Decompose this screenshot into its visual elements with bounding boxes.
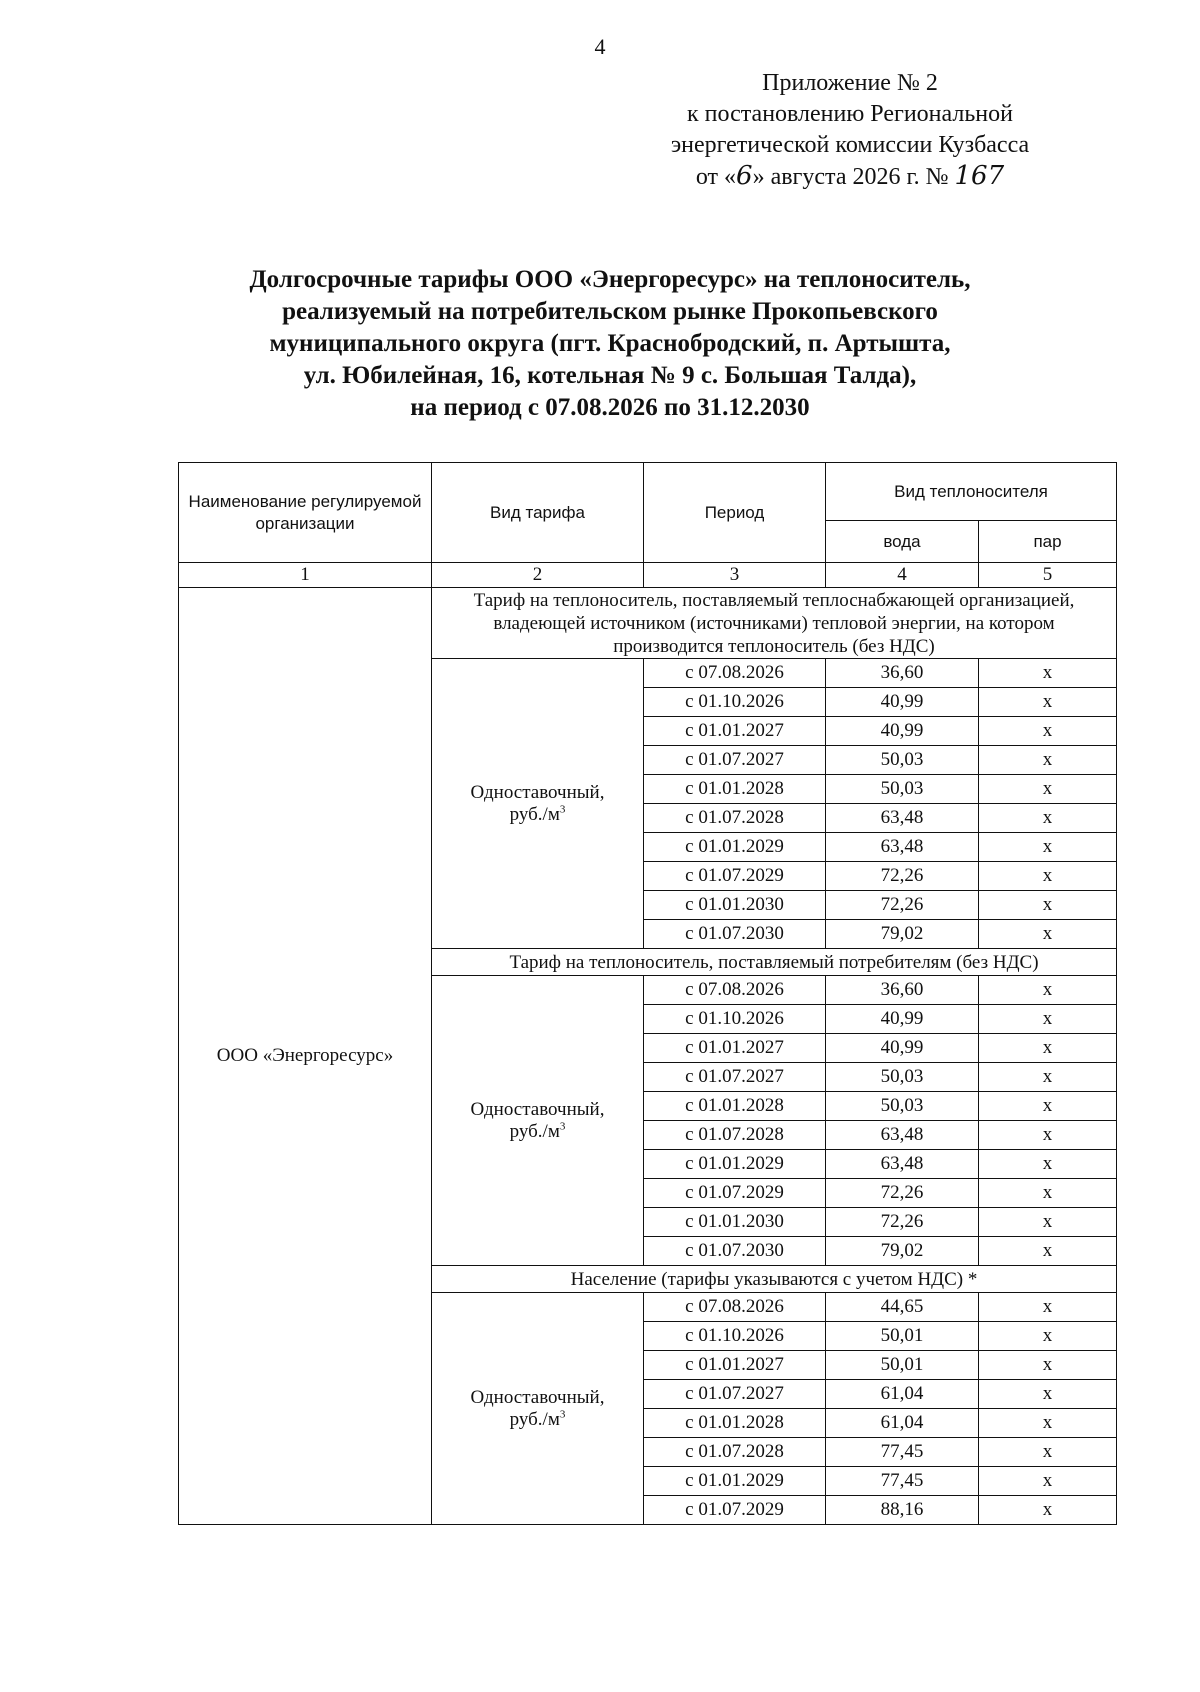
- appendix-line-1: Приложение № 2: [762, 70, 938, 96]
- water-cell: 61,04: [826, 1409, 979, 1438]
- period-cell: с 01.07.2028: [644, 804, 826, 833]
- date-middle: » августа 2026 г. №: [752, 164, 949, 190]
- period-cell: с 01.07.2027: [644, 746, 826, 775]
- steam-cell: х: [979, 1121, 1117, 1150]
- section-title: Население (тарифы указываются с учетом НДС) *: [432, 1266, 1117, 1293]
- unit-superscript: 3: [559, 1408, 566, 1421]
- steam-cell: х: [979, 1409, 1117, 1438]
- tariff-type-cell: [432, 1293, 644, 1525]
- appendix-line-2: к постановлению Региональной: [687, 101, 1013, 127]
- col-num-1: 1: [179, 563, 432, 588]
- water-cell: 50,01: [826, 1351, 979, 1380]
- water-cell: 77,45: [826, 1438, 979, 1467]
- tariff-unit: руб./м: [509, 803, 560, 825]
- steam-cell: х: [979, 1237, 1117, 1266]
- page-number: 4: [594, 34, 606, 59]
- period-cell: с 01.10.2026: [644, 1322, 826, 1351]
- handwritten-number: 167: [954, 161, 1005, 191]
- header-carrier: Вид теплоносителя: [826, 463, 1117, 521]
- title-line-5: на период с 07.08.2026 по 31.12.2030: [410, 394, 810, 421]
- col-num-4: 4: [826, 563, 979, 588]
- steam-cell: х: [979, 976, 1117, 1005]
- period-cell: с 01.01.2028: [644, 775, 826, 804]
- steam-cell: х: [979, 862, 1117, 891]
- section-title: Тариф на теплоноситель, поставляемый теплоснабжающей организацией, владеющей источником (источниками) тепловой энергии, на котором производится теплоноситель (без НДС): [432, 588, 1117, 659]
- period-cell: с 01.07.2027: [644, 1380, 826, 1409]
- water-cell: 72,26: [826, 1179, 979, 1208]
- water-cell: 79,02: [826, 920, 979, 949]
- steam-cell: х: [979, 1467, 1117, 1496]
- period-cell: с 01.07.2029: [644, 1496, 826, 1525]
- water-cell: 63,48: [826, 833, 979, 862]
- section-title: Тариф на теплоноситель, поставляемый потребителям (без НДС): [432, 949, 1117, 976]
- col-num-5: 5: [979, 563, 1117, 588]
- steam-cell: х: [979, 1150, 1117, 1179]
- date-prefix: от «: [695, 164, 737, 190]
- water-cell: 72,26: [826, 862, 979, 891]
- steam-cell: х: [979, 1092, 1117, 1121]
- water-cell: 88,16: [826, 1496, 979, 1525]
- steam-cell: х: [979, 920, 1117, 949]
- steam-cell: х: [979, 1293, 1117, 1322]
- appendix-header: [640, 68, 1060, 193]
- period-cell: с 01.07.2028: [644, 1121, 826, 1150]
- period-cell: с 01.01.2030: [644, 1208, 826, 1237]
- period-cell: с 01.01.2029: [644, 1467, 826, 1496]
- period-cell: с 01.01.2027: [644, 1351, 826, 1380]
- water-cell: 44,65: [826, 1293, 979, 1322]
- steam-cell: х: [979, 659, 1117, 688]
- water-cell: 63,48: [826, 804, 979, 833]
- steam-cell: х: [979, 804, 1117, 833]
- water-cell: 61,04: [826, 1380, 979, 1409]
- title-line-4: ул. Юбилейная, 16, котельная № 9 с. Большая Талда),: [303, 362, 917, 389]
- tariff-unit: руб./м: [509, 1408, 560, 1430]
- steam-cell: х: [979, 1351, 1117, 1380]
- tariff-kind: Одноставочный,: [470, 781, 605, 803]
- water-cell: 72,26: [826, 1208, 979, 1237]
- title-line-1: Долгосрочные тарифы ООО «Энергоресурс» на теплоноситель,: [249, 266, 971, 293]
- period-cell: с 01.07.2028: [644, 1438, 826, 1467]
- appendix-date-line: [640, 161, 1060, 193]
- steam-cell: х: [979, 1179, 1117, 1208]
- section-title-row: [179, 588, 1117, 659]
- column-number-row: [179, 563, 1117, 588]
- period-cell: с 01.01.2030: [644, 891, 826, 920]
- col-num-2: 2: [432, 563, 644, 588]
- steam-cell: х: [979, 1438, 1117, 1467]
- period-cell: с 01.01.2027: [644, 717, 826, 746]
- steam-cell: х: [979, 891, 1117, 920]
- steam-cell: х: [979, 1496, 1117, 1525]
- period-cell: с 01.01.2029: [644, 833, 826, 862]
- steam-cell: х: [979, 1063, 1117, 1092]
- tariff-kind: Одноставочный,: [470, 1098, 605, 1120]
- period-cell: с 01.10.2026: [644, 688, 826, 717]
- water-cell: 72,26: [826, 891, 979, 920]
- period-cell: с 07.08.2026: [644, 1293, 826, 1322]
- steam-cell: х: [979, 833, 1117, 862]
- appendix-line-3: энергетической комиссии Кузбасса: [670, 132, 1030, 158]
- period-cell: с 01.07.2029: [644, 862, 826, 891]
- col-num-3: 3: [644, 563, 826, 588]
- water-cell: 40,99: [826, 717, 979, 746]
- water-cell: 40,99: [826, 1005, 979, 1034]
- tariff-type-cell: [432, 976, 644, 1266]
- water-cell: 40,99: [826, 1034, 979, 1063]
- water-cell: 50,03: [826, 746, 979, 775]
- steam-cell: х: [979, 775, 1117, 804]
- header-period: Период: [644, 463, 826, 563]
- unit-superscript: 3: [559, 1120, 566, 1133]
- water-cell: 36,60: [826, 976, 979, 1005]
- water-cell: 63,48: [826, 1121, 979, 1150]
- document-title: [160, 264, 1060, 424]
- water-cell: 63,48: [826, 1150, 979, 1179]
- water-cell: 77,45: [826, 1467, 979, 1496]
- water-cell: 36,60: [826, 659, 979, 688]
- steam-cell: х: [979, 1208, 1117, 1237]
- tariff-kind: Одноставочный,: [470, 1386, 605, 1408]
- water-cell: 79,02: [826, 1237, 979, 1266]
- header-row: [179, 463, 1117, 521]
- period-cell: с 01.01.2028: [644, 1092, 826, 1121]
- title-line-2: реализуемый на потребительском рынке Прокопьевского: [282, 298, 938, 325]
- period-cell: с 01.07.2027: [644, 1063, 826, 1092]
- period-cell: с 01.01.2029: [644, 1150, 826, 1179]
- steam-cell: х: [979, 717, 1117, 746]
- period-cell: с 01.10.2026: [644, 1005, 826, 1034]
- water-cell: 40,99: [826, 688, 979, 717]
- tariff-unit: руб./м: [509, 1120, 560, 1142]
- header-tariff-type: Вид тарифа: [432, 463, 644, 563]
- steam-cell: х: [979, 1005, 1117, 1034]
- tariff-type-cell: [432, 659, 644, 949]
- header-water: вода: [826, 521, 979, 563]
- unit-superscript: 3: [559, 803, 566, 816]
- steam-cell: х: [979, 1380, 1117, 1409]
- steam-cell: х: [979, 688, 1117, 717]
- period-cell: с 07.08.2026: [644, 976, 826, 1005]
- period-cell: с 01.07.2030: [644, 1237, 826, 1266]
- water-cell: 50,01: [826, 1322, 979, 1351]
- header-steam: пар: [979, 521, 1117, 563]
- water-cell: 50,03: [826, 1063, 979, 1092]
- steam-cell: х: [979, 1034, 1117, 1063]
- header-org-name: Наименование регулируемой организации: [179, 463, 432, 563]
- steam-cell: х: [979, 1322, 1117, 1351]
- period-cell: с 01.01.2027: [644, 1034, 826, 1063]
- water-cell: 50,03: [826, 1092, 979, 1121]
- organization-name: ООО «Энергоресурс»: [179, 588, 432, 1525]
- steam-cell: х: [979, 746, 1117, 775]
- period-cell: с 01.07.2030: [644, 920, 826, 949]
- period-cell: с 01.01.2028: [644, 1409, 826, 1438]
- title-line-3: муниципального округа (пгт. Краснобродский, п. Артышта,: [269, 330, 951, 357]
- period-cell: с 01.07.2029: [644, 1179, 826, 1208]
- period-cell: с 07.08.2026: [644, 659, 826, 688]
- tariff-table: [178, 462, 1117, 1525]
- water-cell: 50,03: [826, 775, 979, 804]
- handwritten-day: 6: [736, 161, 753, 191]
